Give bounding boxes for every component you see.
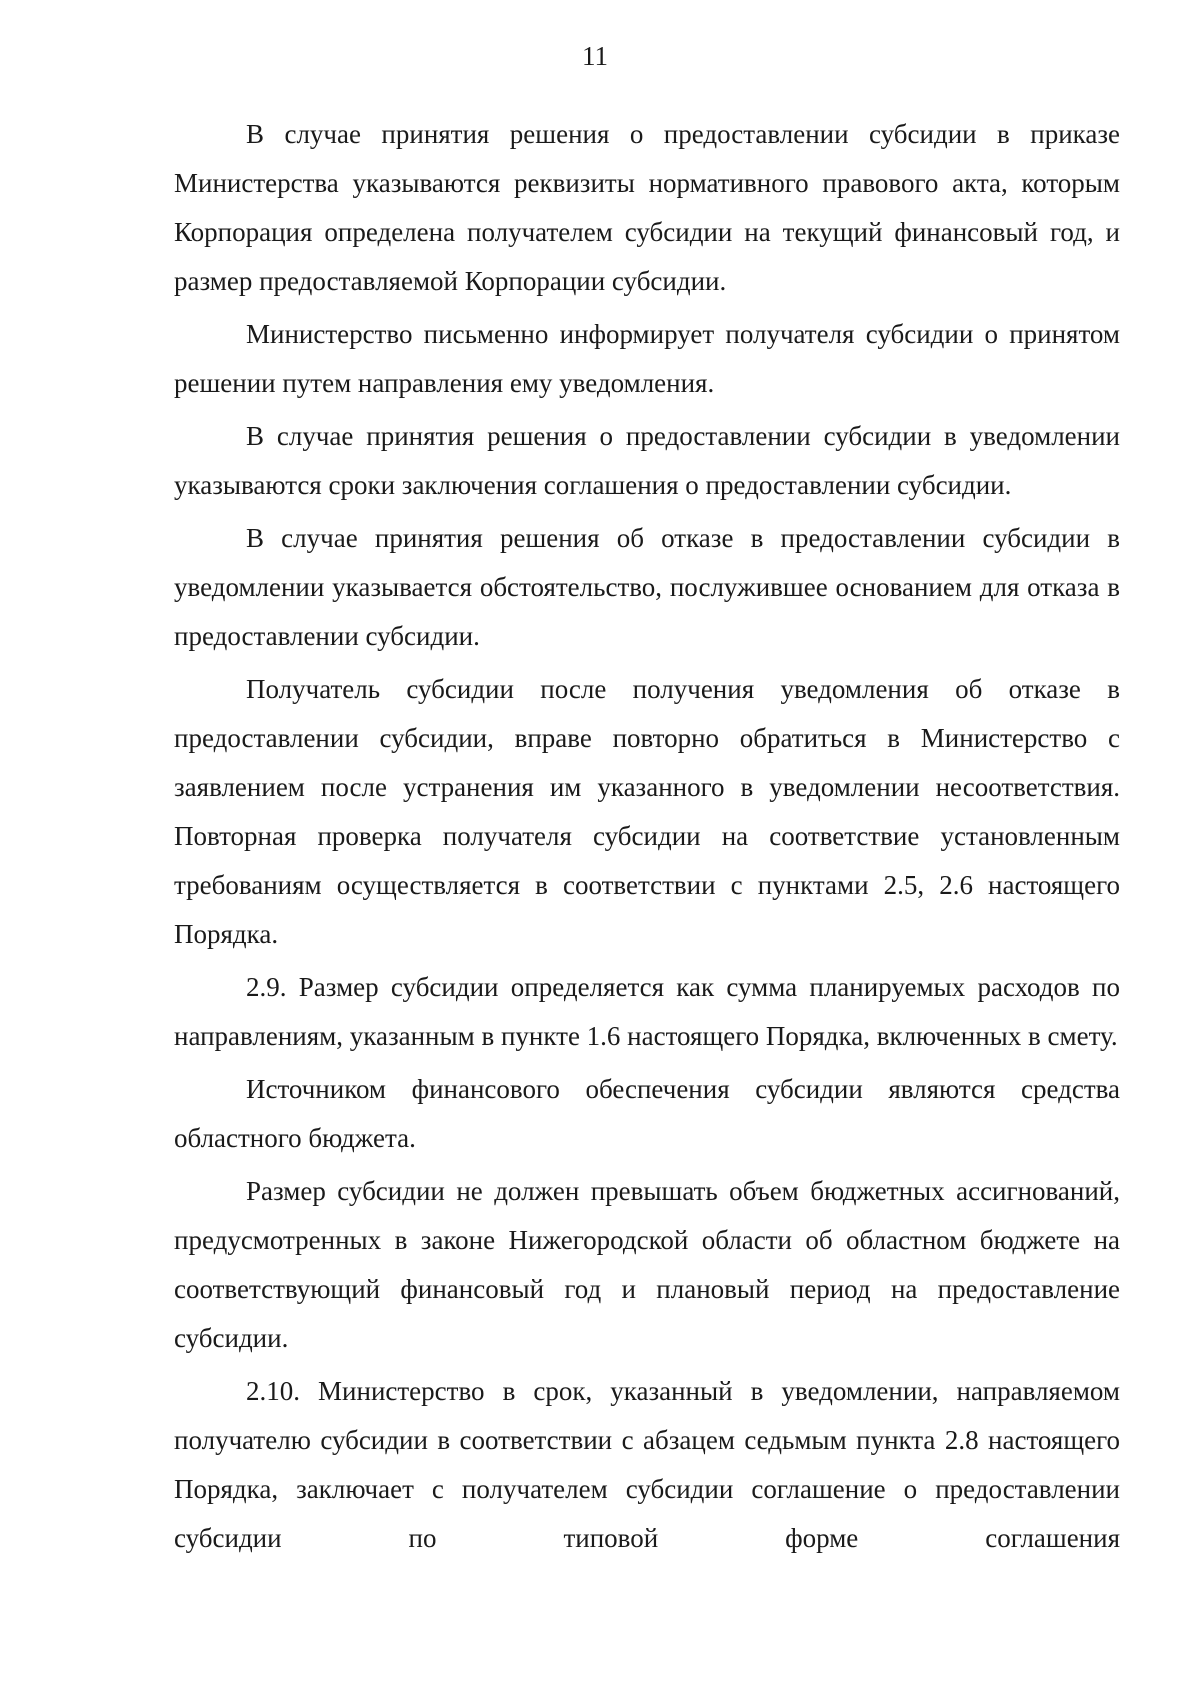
paragraph-subsidy-limit: Размер субсидии не должен превышать объем бюджетных ассигнований, предусмотренных в законе Нижегородской области об областном бюджете на соответствующий финансовый год и плановый период на предоставление субсидии. [174, 1176, 1120, 1353]
paragraph-funding-source: Источником финансового обеспечения субсидии являются средства областного бюджета. [174, 1074, 1120, 1153]
document-body [174, 110, 1120, 1567]
page-number: 11 [582, 41, 608, 71]
paragraph-agreement-terms: В случае принятия решения о предоставлении субсидии в уведомлении указываются сроки заключения соглашения о предоставлении субсидии. [174, 421, 1120, 500]
paragraph-refusal: В случае принятия решения об отказе в предоставлении субсидии в уведомлении указывается обстоятельство, послужившее основанием для отказа в предоставлении субсидии. [174, 523, 1120, 651]
paragraph-decision-order: В случае принятия решения о предоставлении субсидии в приказе Министерства указываются реквизиты нормативного правового акта, которым Корпорация определена получателем субсидии на текущий финансовый год, и размер предоставляемой Корпорации субсидии. [174, 119, 1120, 296]
paragraph-2-10-agreement: 2.10. Министерство в срок, указанный в уведомлении, направляемом получателю субсидии в соответствии с абзацем седьмым пункта 2.8 настоящего Порядка, заключает с получателем субсидии соглашение о предоставлении субсидии по типовой форме соглашения [174, 1376, 1120, 1553]
paragraph-notification: Министерство письменно информирует получателя субсидии о принятом решении путем направления ему уведомления. [174, 319, 1120, 398]
paragraph-reapplication: Получатель субсидии после получения уведомления об отказе в предоставлении субсидии, вправе повторно обратиться в Министерство с заявлением после устранения им указанного в уведомлении несоответствия. Повторная проверка получателя субсидии на соответствие установленным требованиям осуществляется в соответствии с пунктами 2.5, 2.6 настоящего Порядка. [174, 674, 1120, 949]
paragraph-2-9-subsidy-size: 2.9. Размер субсидии определяется как сумма планируемых расходов по направлениям, указанным в пункте 1.6 настоящего Порядка, включенных в смету. [174, 972, 1120, 1051]
